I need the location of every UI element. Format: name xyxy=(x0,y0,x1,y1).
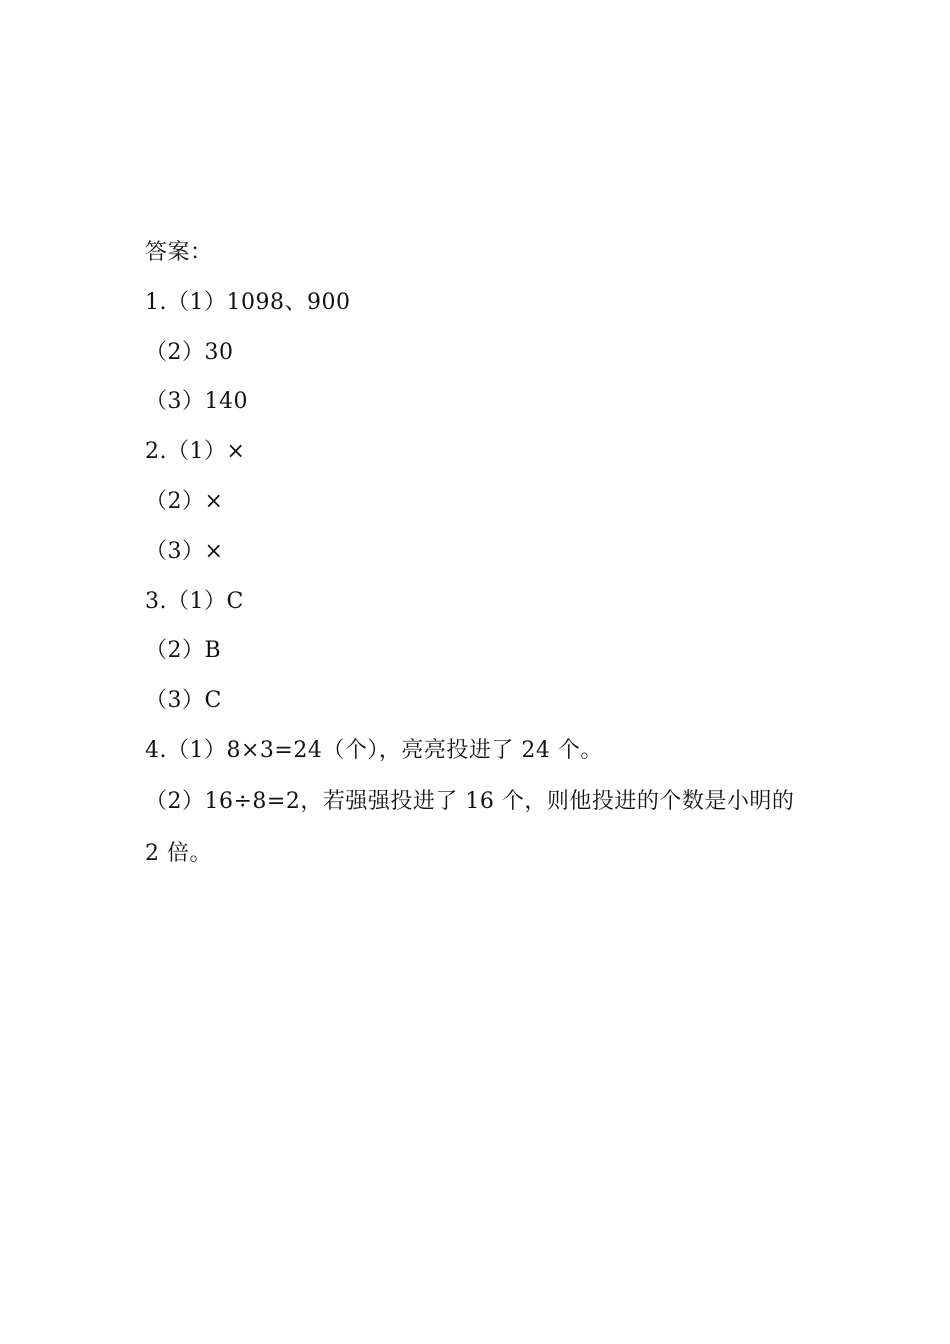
answer-line-1-1: 1.（1）1098、900 xyxy=(145,289,351,315)
answer-line-2-2: （2）× xyxy=(145,488,224,514)
answer-line-1-3: （3）140 xyxy=(145,389,248,415)
answer-line-4-2: （2）16÷8=2，若强强投进了 16 个，则他投进的个数是小明的 2 倍。 xyxy=(145,788,795,866)
answer-line-2-1: 2.（1）× xyxy=(145,439,246,465)
answer-line-2-3: （3）× xyxy=(145,538,224,564)
answer-heading: 答案： xyxy=(145,240,213,265)
answer-line-3-3: （3）C xyxy=(145,688,222,714)
answer-line-3-1: 3.（1）C xyxy=(145,588,244,614)
answer-line-1-2: （2）30 xyxy=(145,339,234,365)
answer-line-3-2: （2）B xyxy=(145,638,222,664)
answer-line-4-1: 4.（1）8×3=24（个），亮亮投进了 24 个。 xyxy=(145,737,603,763)
answer-section xyxy=(145,228,810,880)
